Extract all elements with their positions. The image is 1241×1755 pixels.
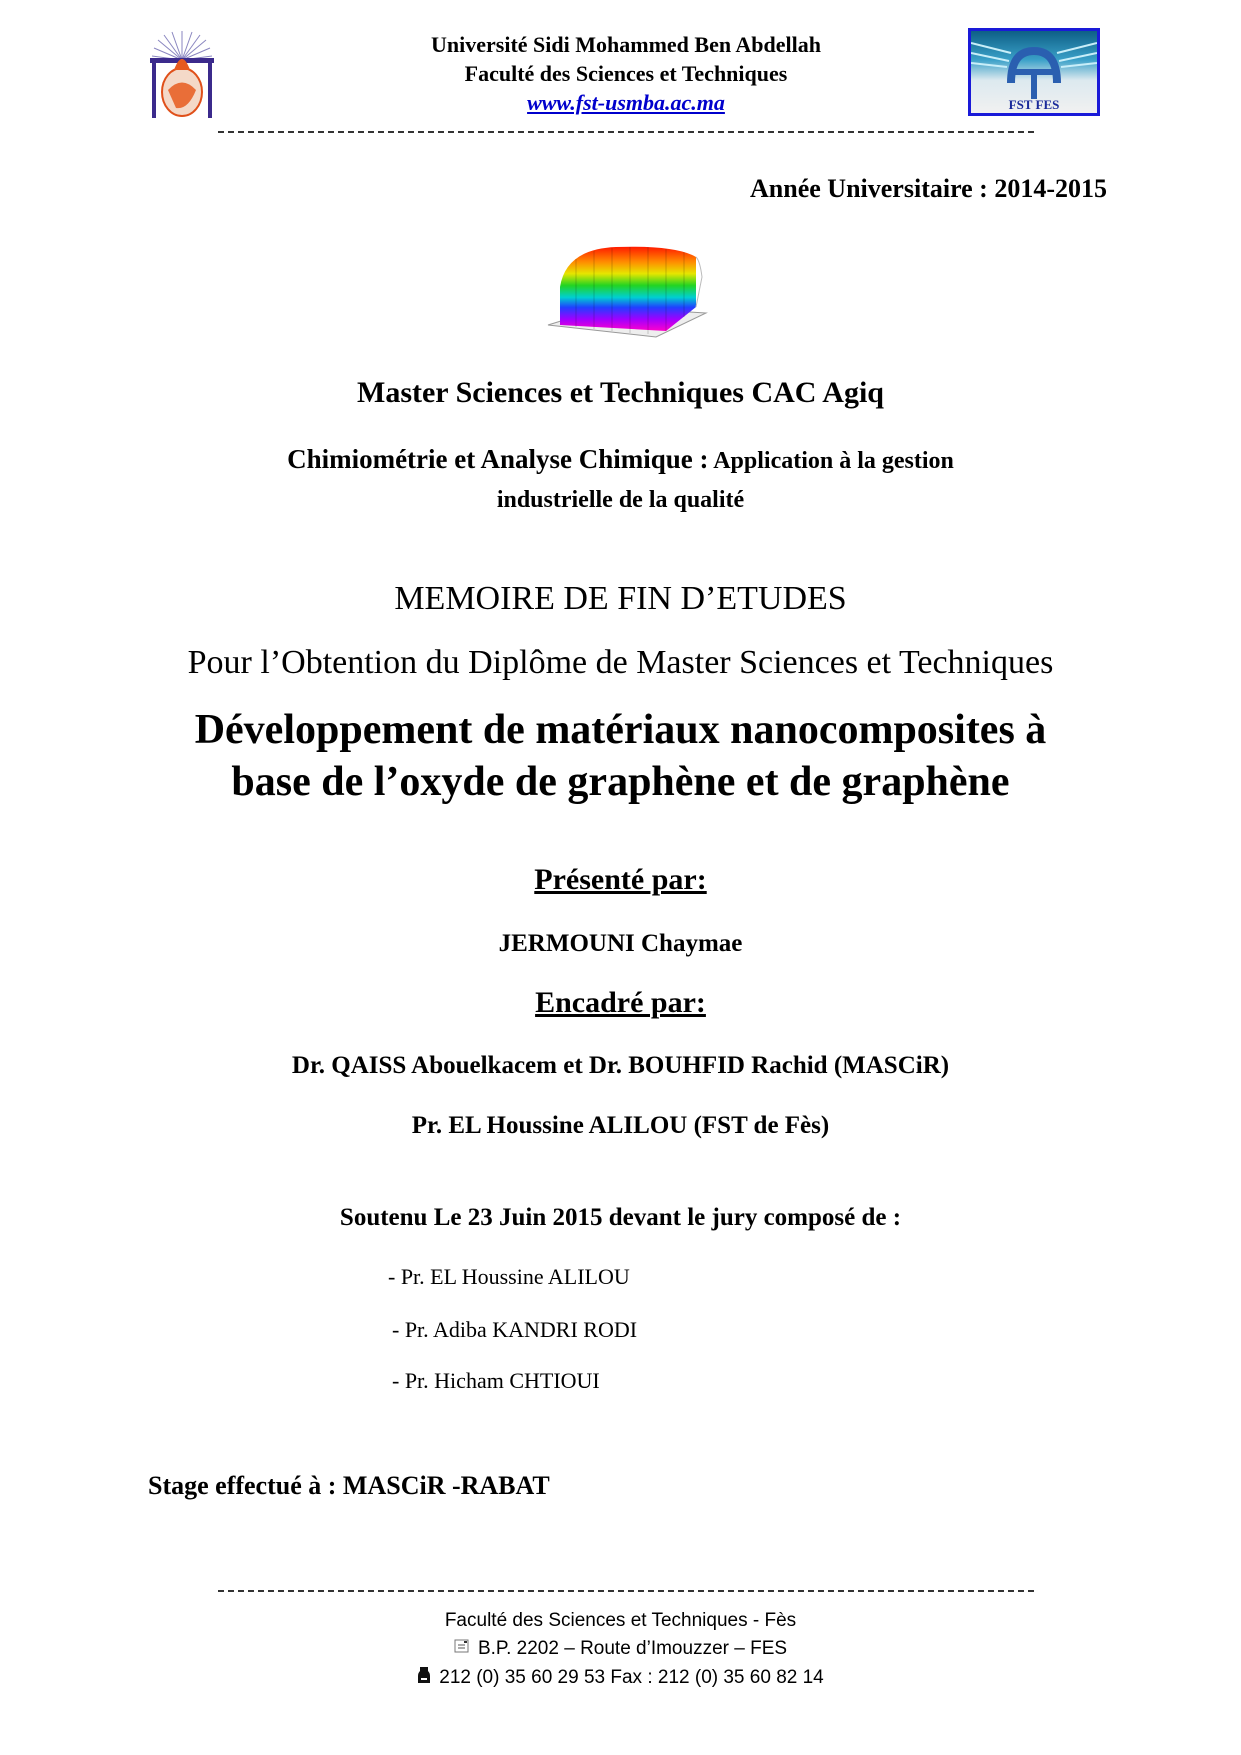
supervised-by-label: Encadré par: xyxy=(535,986,706,1019)
thesis-type: MEMOIRE DE FIN D’ETUDES xyxy=(394,580,847,617)
3d-surface-plot-image xyxy=(546,237,708,343)
supervisors-line1: Dr. QAISS Abouelkacem et Dr. BOUHFID Rachid (MASCiR) xyxy=(291,1052,950,1079)
supervisors-line2: Pr. EL Houssine ALILOU (FST de Fès) xyxy=(411,1112,830,1139)
author-name: JERMOUNI Chaymae xyxy=(498,930,743,957)
university-name: Université Sidi Mohammed Ben Abdellah xyxy=(431,32,821,57)
defense-statement: Soutenu Le 23 Juin 2015 devant le jury composé de : xyxy=(339,1204,902,1231)
jury-member: - Pr. EL Houssine ALILOU xyxy=(388,1264,630,1289)
specialty-main: Chimiométrie et Analyse Chimique : xyxy=(287,444,709,474)
footer-contact-text: 212 (0) 35 60 29 53 Fax : 212 (0) 35 60 82 14 xyxy=(439,1667,824,1689)
academic-year: Année Universitaire : 2014-2015 xyxy=(750,174,1107,203)
internship-location: Stage effectué à : MASCiR -RABAT xyxy=(148,1471,550,1500)
footer-divider xyxy=(218,1590,1034,1592)
faculty-name: Faculté des Sciences et Techniques xyxy=(464,61,788,86)
thesis-title-line1: Développement de matériaux nanocomposites à xyxy=(194,707,1047,753)
mail-icon xyxy=(454,1638,470,1660)
specialty-line xyxy=(0,444,1241,475)
master-program: Master Sciences et Techniques CAC Agiq xyxy=(357,376,884,409)
thesis-title-line2: base de l’oxyde de graphène et de graphène xyxy=(231,759,1010,805)
footer-faculty: Faculté des Sciences et Techniques - Fès xyxy=(444,1610,797,1631)
footer-contact xyxy=(0,1666,1241,1690)
specialty-sub: Application à la gestion xyxy=(708,448,954,474)
svg-text:FST FES: FST FES xyxy=(1008,97,1060,112)
website-link[interactable]: www.fst-usmba.ac.ma xyxy=(527,90,725,115)
thesis-purpose: Pour l’Obtention du Diplôme de Master Sciences et Techniques xyxy=(187,644,1054,681)
fst-fes-logo xyxy=(968,28,1100,116)
header-divider xyxy=(218,131,1034,133)
specialty-sub2: industrielle de la qualité xyxy=(496,487,745,513)
jury-member: - Pr. Adiba KANDRI RODI xyxy=(392,1317,638,1342)
usmba-logo xyxy=(148,30,216,120)
footer-address xyxy=(0,1638,1241,1660)
phone-icon xyxy=(417,1666,431,1690)
jury-member: - Pr. Hicham CHTIOUI xyxy=(392,1368,600,1393)
footer-address-text: B.P. 2202 – Route d’Imouzzer – FES xyxy=(477,1638,788,1660)
presented-by-label: Présenté par: xyxy=(534,863,707,896)
